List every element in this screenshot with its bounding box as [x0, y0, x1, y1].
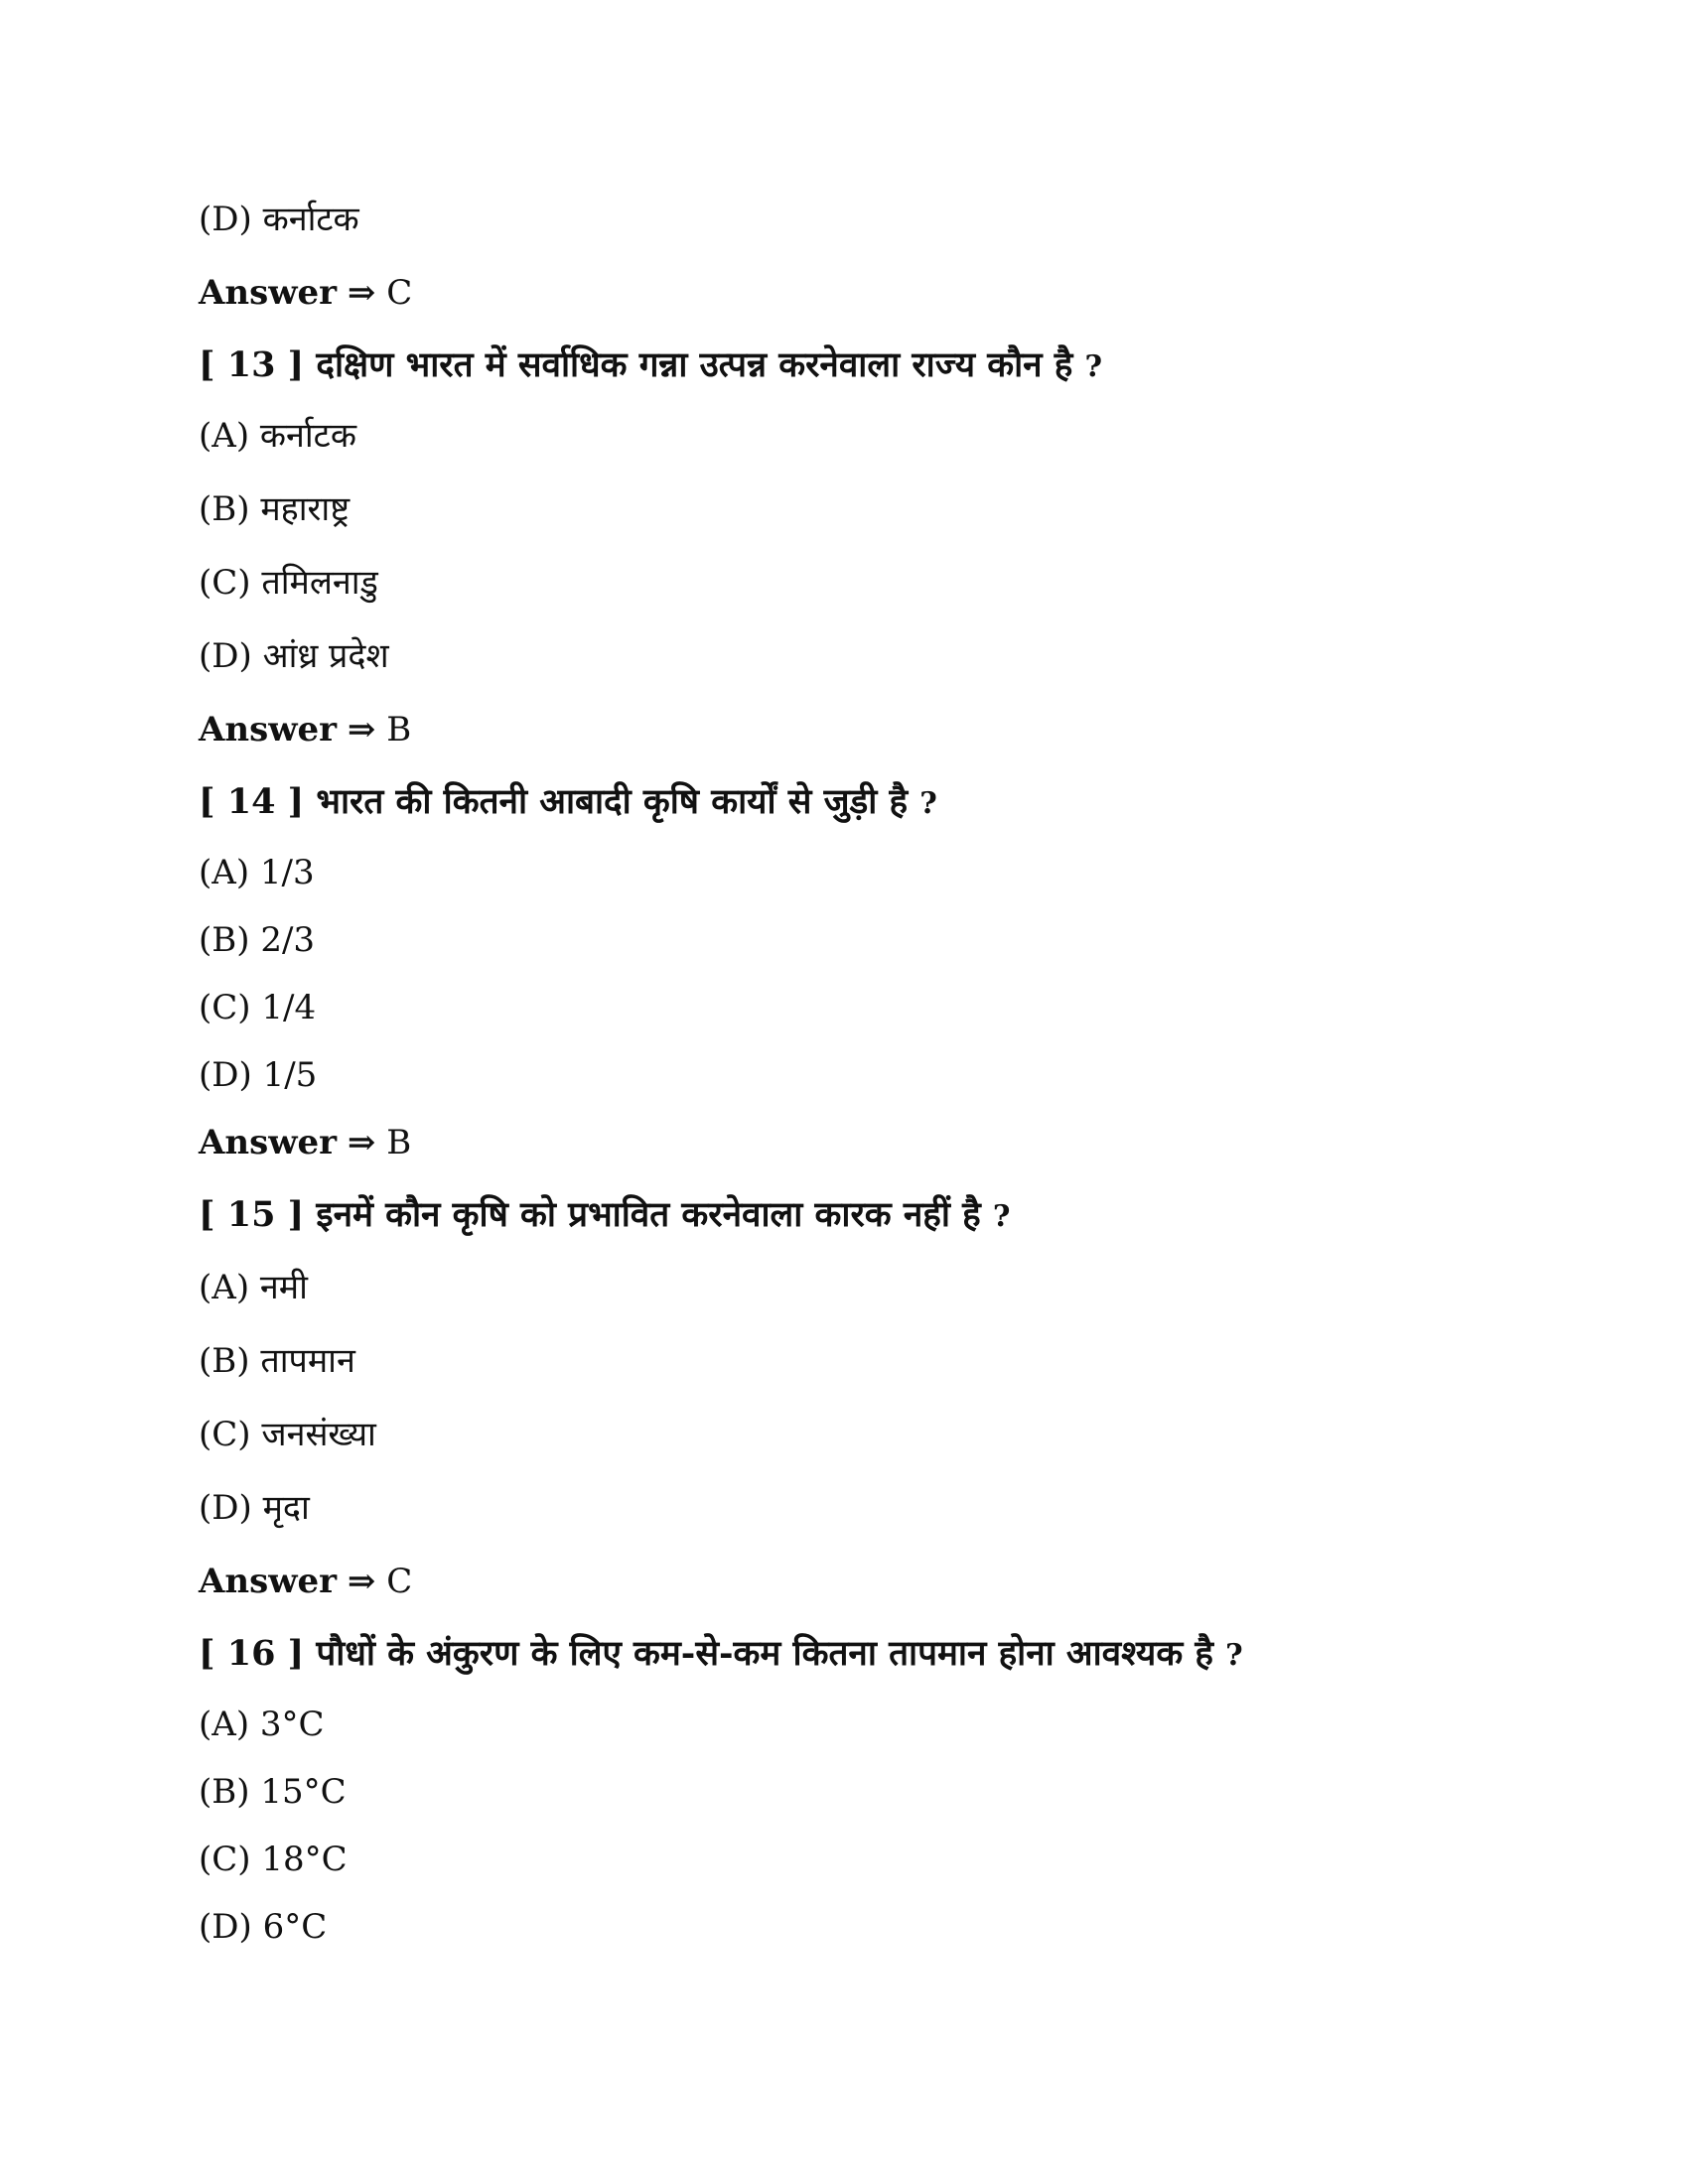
question-text: दक्षिण भारत में सर्वाधिक गन्ना उत्पन्न करनेवाला राज्य कौन है [316, 344, 1073, 385]
question-14 [199, 781, 937, 822]
q14-option-a: (A) 1/3 [199, 853, 315, 892]
answer-label: Answer [199, 1123, 338, 1162]
answer-label: Answer [199, 273, 338, 313]
q16-option-b: (B) 15°C [199, 1772, 347, 1812]
q14-option-b: (B) 2/3 [199, 920, 316, 960]
question-mark: ? [992, 1199, 1011, 1234]
answer-value: C [386, 1562, 413, 1601]
q13-option-c: (C) तमिलनाडु [199, 563, 378, 603]
answer-arrow: ⇒ [347, 1562, 376, 1601]
question-number: [ 15 ] [199, 1194, 305, 1235]
q15-option-c: (C) जनसंख्या [199, 1415, 376, 1454]
question-13 [199, 344, 1103, 385]
q13-option-a: (A) कर्नाटक [199, 416, 356, 456]
q14-option-c: (C) 1/4 [199, 988, 317, 1027]
question-text: इनमें कौन कृषि को प्रभावित करनेवाला कारक नहीं है [316, 1194, 981, 1235]
question-text: भारत की कितनी आबादी कृषि कार्यों से जुड़ी है [316, 781, 909, 822]
q15-option-d: (D) मृदा [199, 1488, 310, 1528]
prev-answer [199, 273, 413, 313]
q14-answer [199, 1123, 412, 1162]
question-15 [199, 1194, 1011, 1235]
q13-option-d: (D) आंध्र प्रदेश [199, 636, 389, 676]
q13-answer [199, 710, 412, 750]
q16-option-a: (A) 3°C [199, 1705, 325, 1744]
q15-answer [199, 1562, 413, 1601]
q15-option-b: (B) तापमान [199, 1341, 355, 1381]
answer-label: Answer [199, 710, 338, 750]
question-number: [ 16 ] [199, 1633, 305, 1674]
q13-option-b: (B) महाराष्ट्र [199, 489, 351, 529]
question-text: पौधों के अंकुरण के लिए कम-से-कम कितना तापमान होना आवश्यक है [316, 1633, 1213, 1674]
question-number: [ 14 ] [199, 781, 305, 822]
question-mark: ? [1225, 1638, 1243, 1673]
answer-value: B [386, 1123, 412, 1162]
question-mark: ? [1084, 349, 1103, 384]
answer-arrow: ⇒ [347, 1123, 376, 1162]
answer-value: B [386, 710, 412, 750]
answer-arrow: ⇒ [347, 273, 376, 313]
q14-option-d: (D) 1/5 [199, 1055, 318, 1095]
q16-option-c: (C) 18°C [199, 1840, 348, 1879]
answer-label: Answer [199, 1562, 338, 1601]
answer-arrow: ⇒ [347, 710, 376, 750]
answer-value: C [386, 273, 413, 313]
question-16 [199, 1633, 1243, 1674]
prev-option-d: (D) कर्नाटक [199, 200, 359, 239]
question-number: [ 13 ] [199, 344, 305, 385]
q15-option-a: (A) नमी [199, 1268, 308, 1307]
question-mark: ? [919, 786, 937, 821]
q16-option-d: (D) 6°C [199, 1907, 328, 1947]
